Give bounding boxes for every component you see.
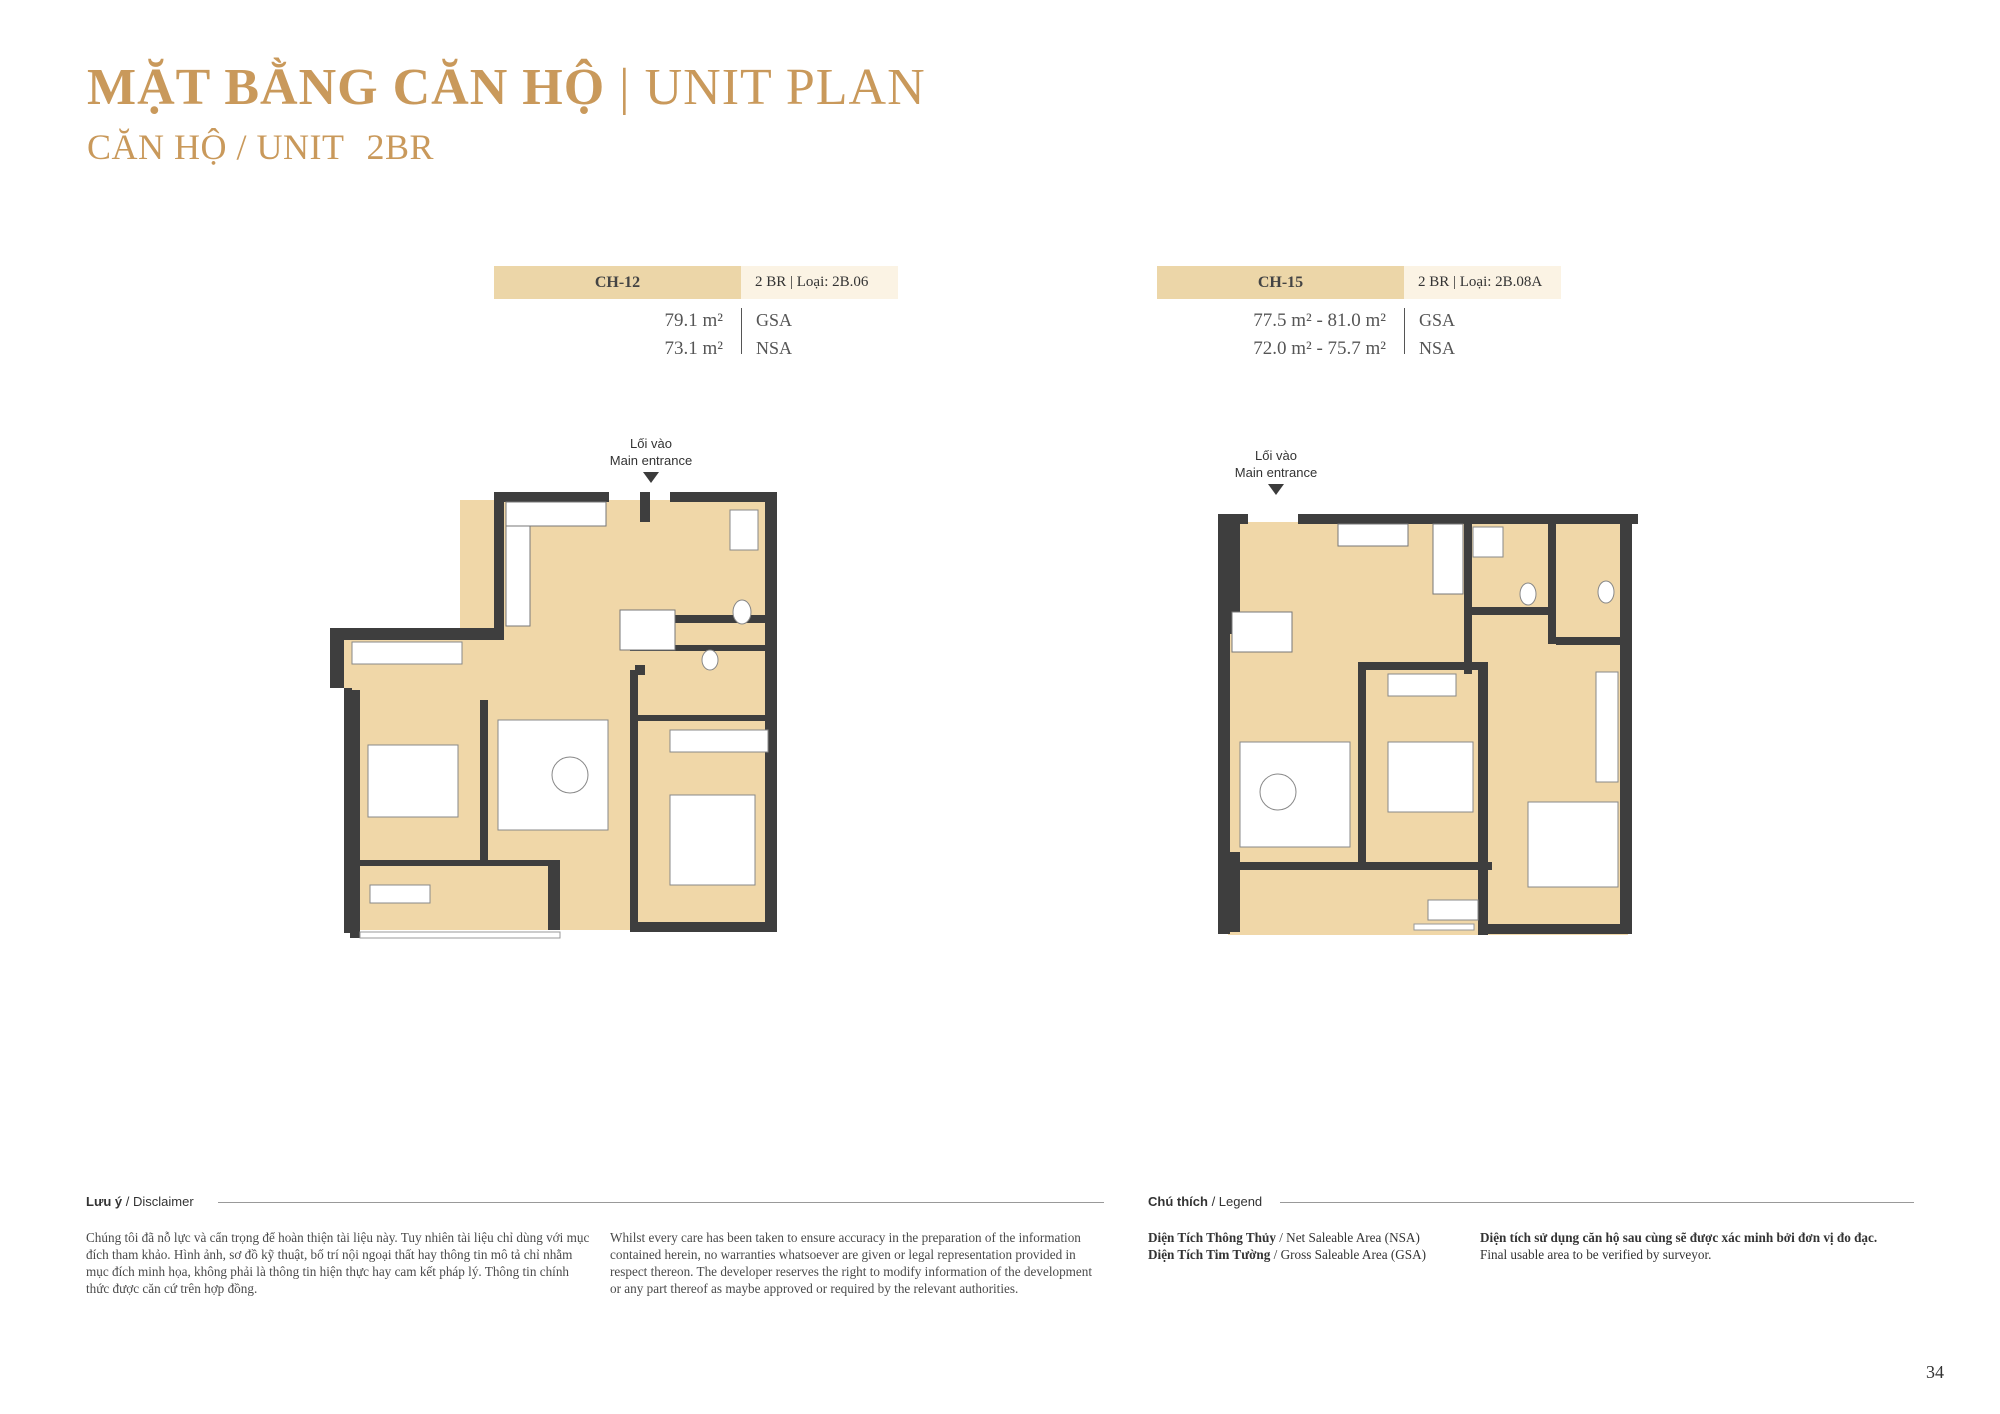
nsa-value: 72.0 m² - 75.7 m²	[1253, 338, 1386, 359]
legend-note-en: Final usable area to be verified by surveyor.	[1480, 1247, 1712, 1262]
entrance-label-ch12	[591, 435, 711, 483]
legend-title-en: / Legend	[1211, 1194, 1263, 1209]
page-number: 34	[1926, 1362, 1944, 1382]
gsa-value: 79.1 m²	[664, 310, 723, 331]
legend-note-vi-text: Diện tích sử dụng căn hộ sau cùng sẽ được xác minh bởi đơn vị đo đạc.	[1480, 1230, 1878, 1245]
entrance-en: Main entrance	[609, 453, 693, 468]
legend-gsa	[1148, 1246, 1426, 1263]
legend-rule	[1280, 1202, 1914, 1203]
subtitle-label: CĂN HỘ / UNIT	[87, 127, 345, 167]
disclaimer-title-en: / Disclaimer	[125, 1194, 194, 1209]
entrance-label-ch15	[1216, 447, 1336, 495]
nsa-value: 73.1 m²	[664, 338, 723, 359]
title-en: UNIT PLAN	[644, 59, 926, 116]
floor-plan-ch12	[330, 490, 790, 950]
divider	[1404, 308, 1405, 354]
entrance-en: Main entrance	[1234, 465, 1318, 480]
unit-type: 2 BR | Loại: 2B.06	[741, 266, 898, 299]
page-title	[87, 58, 926, 117]
nsa-label: NSA	[756, 338, 793, 358]
entrance-vi: Lối vào	[630, 436, 672, 451]
legend-note-vi	[1480, 1229, 1877, 1246]
unit-spec-ch12	[494, 266, 898, 366]
subtitle-unit-type: 2BR	[366, 127, 435, 167]
title-vi: MẶT BẰNG CĂN HỘ	[87, 59, 606, 116]
disclaimer-text-en: Whilst every care has been taken to ensure accuracy in the preparation of the information contained herein, no warranties whatsoever are given or legal representation provided in respect thereon. The developer reserves the right to modify information of the development or any part thereof as maybe approved or required by the relevant authorities.	[610, 1230, 1093, 1296]
entrance-vi: Lối vào	[1255, 448, 1297, 463]
title-separator: |	[619, 59, 631, 116]
unit-code: CH-15	[1157, 266, 1404, 299]
unit-spec-ch15	[1157, 266, 1561, 366]
legend-title-vi: Chú thích	[1148, 1194, 1208, 1209]
unit-code: CH-12	[494, 266, 741, 299]
gsa-label: GSA	[1419, 310, 1456, 330]
entrance-arrow-icon	[643, 472, 659, 483]
gsa-value: 77.5 m² - 81.0 m²	[1253, 310, 1386, 331]
legend-nsa	[1148, 1229, 1420, 1246]
floor-plan-ch15	[1218, 512, 1638, 942]
disclaimer-title-vi: Lưu ý	[86, 1194, 123, 1209]
unit-type: 2 BR | Loại: 2B.08A	[1404, 266, 1561, 299]
gsa-label: GSA	[756, 310, 793, 330]
divider	[741, 308, 742, 354]
disclaimer-title	[86, 1194, 194, 1209]
page-subtitle	[87, 126, 434, 168]
disclaimer-rule	[218, 1202, 1104, 1203]
legend-gsa-en: / Gross Saleable Area (GSA)	[1273, 1247, 1427, 1262]
legend-nsa-en: / Net Saleable Area (NSA)	[1279, 1230, 1420, 1245]
disclaimer-text-vi: Chúng tôi đã nỗ lực và cẩn trọng để hoàn thiện tài liệu này. Tuy nhiên tài liệu chỉ dùng với mục đích tham khảo. Hình ảnh, sơ đồ kỹ thuật, bố trí nội ngoại thất hay thông tin mô tả chỉ nhằm mục đích minh họa, không phải là thông tin hiện thực hay cam kết pháp lý. Thông tin chính thức được căn cứ trên hợp đồng.	[86, 1230, 590, 1296]
legend-title	[1148, 1194, 1262, 1209]
legend-nsa-vi: Diện Tích Thông Thủy	[1148, 1230, 1276, 1245]
entrance-arrow-icon	[1268, 484, 1284, 495]
legend-gsa-vi: Diện Tích Tim Tường	[1148, 1247, 1271, 1262]
nsa-label: NSA	[1419, 338, 1456, 358]
